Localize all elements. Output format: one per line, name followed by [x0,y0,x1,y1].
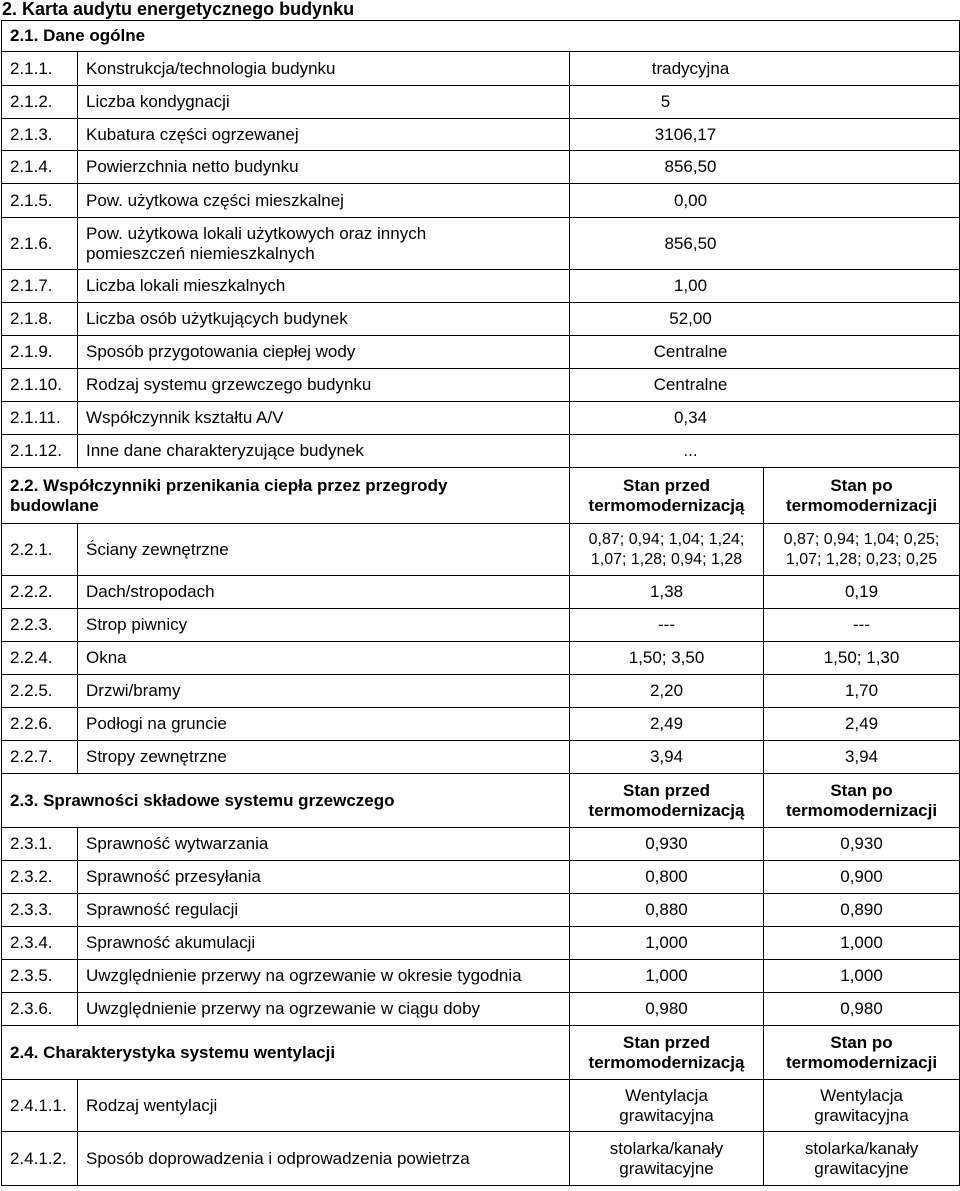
row-number: 2.2.1. [2,524,78,576]
row-label: Konstrukcja/technologia budynku [78,52,570,86]
row-number: 2.3.2. [2,861,78,894]
row-number: 2.1.5. [2,184,78,218]
row-label: Podłogi na gruncie [78,708,570,741]
value-after: 1,50; 1,30 [764,642,960,675]
row-value: 0,34 [570,402,960,435]
row-number: 2.1.7. [2,270,78,303]
row-number: 2.1.6. [2,218,78,270]
value-before: 1,000 [570,960,764,993]
row-value: 0,00 [570,184,960,218]
row-number: 2.1.10. [2,369,78,402]
section-heading: 2.2. Współczynniki przenikania ciepła przez przegrody budowlane [2,468,570,524]
value-before: 0,87; 0,94; 1,04; 1,24; 1,07; 1,28; 0,94; 1,28 [570,524,764,576]
row-label: Sprawność przesyłania [78,861,570,894]
row-number: 2.2.5. [2,675,78,708]
value-after: 1,000 [764,927,960,960]
row-label: Inne dane charakteryzujące budynek [78,435,570,468]
table-row [2,184,960,218]
value-before: 1,50; 3,50 [570,642,764,675]
row-number: 2.3.1. [2,828,78,861]
column-header-before: Stan przed termomodernizacją [570,468,764,524]
row-number: 2.4.1.1. [2,1080,78,1132]
row-label: Powierzchnia netto budynku [78,151,570,184]
row-label: Rodzaj systemu grzewczego budynku [78,369,570,402]
row-number: 2.1.11. [2,402,78,435]
value-after: 0,900 [764,861,960,894]
value-before: 0,930 [570,828,764,861]
section-22-heading-row [2,468,960,524]
row-number: 2.2.6. [2,708,78,741]
row-label: Uwzględnienie przerwy na ogrzewanie w okresie tygodnia [78,960,570,993]
row-label: Strop piwnicy [78,609,570,642]
value-after: 1,70 [764,675,960,708]
row-value: ... [570,435,960,468]
row-number: 2.1.1. [2,52,78,86]
row-number: 2.3.5. [2,960,78,993]
value-after: 0,19 [764,576,960,609]
value-before: 0,880 [570,894,764,927]
section-23-heading-row [2,774,960,828]
column-header-after: Stan po termomodernizacji [764,468,960,524]
table-row [2,52,960,86]
table-row [2,524,960,576]
value-before: 2,20 [570,675,764,708]
table-row [2,270,960,303]
row-value: 856,50 [570,151,960,184]
table-row [2,993,960,1026]
row-value: 5 [570,86,960,119]
section-24-heading-row [2,1026,960,1080]
row-value: Centralne [570,336,960,369]
value-before: 0,980 [570,993,764,1026]
row-number: 2.3.6. [2,993,78,1026]
table-row [2,336,960,369]
table-row [2,151,960,184]
row-value: 3106,17 [570,119,960,151]
value-after: 3,94 [764,741,960,774]
row-number: 2.1.3. [2,119,78,151]
row-number: 2.2.2. [2,576,78,609]
row-number: 2.1.2. [2,86,78,119]
row-value: 856,50 [570,218,960,270]
section-heading: 2.3. Sprawności składowe systemu grzewczego [2,774,570,828]
value-after: 0,930 [764,828,960,861]
row-number: 2.1.8. [2,303,78,336]
table-row [2,86,960,119]
row-label: Uwzględnienie przerwy na ogrzewanie w ciągu doby [78,993,570,1026]
row-number: 2.2.7. [2,741,78,774]
value-before: --- [570,609,764,642]
page-title: 2. Karta audytu energetycznego budynku [2,0,355,19]
row-label: Rodzaj wentylacji [78,1080,570,1132]
row-label: Sprawność regulacji [78,894,570,927]
row-label: Okna [78,642,570,675]
table-row [2,741,960,774]
row-label: Pow. użytkowa części mieszkalnej [78,184,570,218]
row-label: Liczba lokali mieszkalnych [78,270,570,303]
row-number: 2.3.4. [2,927,78,960]
value-before: Wentylacja grawitacyjna [570,1080,764,1132]
row-label: Kubatura części ogrzewanej [78,119,570,151]
row-number: 2.4.1.2. [2,1132,78,1186]
value-after: 2,49 [764,708,960,741]
table-row [2,1132,960,1186]
value-after: 0,890 [764,894,960,927]
audit-table [1,20,960,1186]
row-label: Dach/stropodach [78,576,570,609]
row-value: 52,00 [570,303,960,336]
value-before: 2,49 [570,708,764,741]
row-number: 2.1.4. [2,151,78,184]
column-header-after: Stan po termomodernizacji [764,774,960,828]
row-label: Sposób przygotowania ciepłej wody [78,336,570,369]
column-header-after: Stan po termomodernizacji [764,1026,960,1080]
row-value: Centralne [570,369,960,402]
row-label: Liczba kondygnacji [78,86,570,119]
row-value: 1,00 [570,270,960,303]
row-number: 2.1.9. [2,336,78,369]
value-after: stolarka/kanały grawitacyjne [764,1132,960,1186]
row-label: Stropy zewnętrzne [78,741,570,774]
table-row [2,576,960,609]
row-number: 2.2.4. [2,642,78,675]
row-label: Drzwi/bramy [78,675,570,708]
table-row [2,828,960,861]
section-heading: 2.1. Dane ogólne [2,21,960,52]
value-after: 0,87; 0,94; 1,04; 0,25; 1,07; 1,28; 0,23; 0,25 [764,524,960,576]
row-label: Sposób doprowadzenia i odprowadzenia powietrza [78,1132,570,1186]
table-row [2,1080,960,1132]
column-header-before: Stan przed termomodernizacją [570,774,764,828]
table-row [2,927,960,960]
table-row [2,675,960,708]
value-before: 3,94 [570,741,764,774]
table-row [2,861,960,894]
row-label: Liczba osób użytkujących budynek [78,303,570,336]
value-before: 1,38 [570,576,764,609]
table-row [2,402,960,435]
table-row [2,369,960,402]
row-number: 2.3.3. [2,894,78,927]
row-value: tradycyjna [570,52,960,86]
table-row [2,218,960,270]
value-after: --- [764,609,960,642]
row-label: Sprawność wytwarzania [78,828,570,861]
value-before: stolarka/kanały grawitacyjne [570,1132,764,1186]
table-row [2,708,960,741]
table-row [2,960,960,993]
row-number: 2.1.12. [2,435,78,468]
value-before: 0,800 [570,861,764,894]
row-number: 2.2.3. [2,609,78,642]
value-before: 1,000 [570,927,764,960]
table-row [2,609,960,642]
section-21-heading-row [2,21,960,52]
value-after: 1,000 [764,960,960,993]
value-after: Wentylacja grawitacyjna [764,1080,960,1132]
column-header-before: Stan przed termomodernizacją [570,1026,764,1080]
table-row [2,435,960,468]
row-label: Współczynnik kształtu A/V [78,402,570,435]
table-row [2,894,960,927]
table-row [2,642,960,675]
row-label: Sprawność akumulacji [78,927,570,960]
section-heading: 2.4. Charakterystyka systemu wentylacji [2,1026,570,1080]
row-label: Pow. użytkowa lokali użytkowych oraz innych pomieszczeń niemieszkalnych [78,218,570,270]
value-after: 0,980 [764,993,960,1026]
table-row [2,119,960,151]
table-row [2,303,960,336]
row-label: Ściany zewnętrzne [78,524,570,576]
